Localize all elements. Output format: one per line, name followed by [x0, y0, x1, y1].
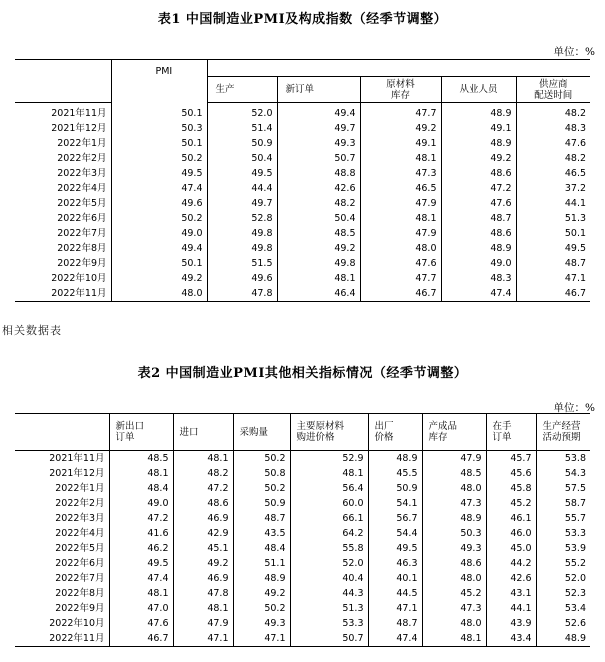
table2-header: 主要原材料 购进价格	[290, 414, 368, 451]
cell-value: 48.1	[360, 211, 441, 226]
cell-value: 49.8	[277, 256, 360, 271]
cell-value: 52.0	[290, 556, 368, 571]
table1-row	[15, 256, 590, 271]
row-month: 2022年7月	[57, 228, 107, 239]
cell-value: 49.3	[422, 541, 486, 556]
header-employment: 从业人员	[441, 77, 516, 103]
table2-header: 采购量	[233, 414, 290, 451]
stub-header	[15, 414, 109, 451]
cell-value: 50.9	[368, 481, 422, 496]
cell-value: 51.1	[233, 556, 290, 571]
cell-value: 60.0	[290, 496, 368, 511]
row-month: 2022年2月	[57, 153, 107, 164]
row-month: 2021年12月	[49, 468, 105, 479]
cell-value: 49.4	[111, 241, 207, 256]
cell-value: 51.5	[207, 256, 277, 271]
row-month: 2021年11月	[49, 453, 105, 464]
cell-value: 45.2	[422, 586, 486, 601]
row-month: 2022年11月	[49, 633, 105, 644]
table2-row	[15, 481, 590, 496]
row-month: 2022年10月	[49, 618, 105, 629]
cell-value: 49.8	[207, 226, 277, 241]
cell-value: 49.4	[277, 103, 360, 122]
cell-value: 47.6	[516, 136, 590, 151]
cell-value: 55.8	[290, 541, 368, 556]
cell-value: 49.7	[277, 121, 360, 136]
cell-value: 46.7	[516, 286, 590, 302]
cell-value: 48.1	[109, 586, 173, 601]
table2-row	[15, 541, 590, 556]
cell-value: 47.3	[422, 496, 486, 511]
cell-value: 49.2	[360, 121, 441, 136]
cell-value: 46.1	[486, 511, 536, 526]
header-pmi: PMI	[111, 60, 207, 103]
cell-value: 49.0	[111, 226, 207, 241]
table2-row	[15, 556, 590, 571]
cell-value: 48.6	[422, 556, 486, 571]
cell-value: 45.7	[486, 451, 536, 467]
cell-value: 50.3	[422, 526, 486, 541]
table2-row	[15, 466, 590, 481]
cell-value: 45.0	[486, 541, 536, 556]
cell-value: 49.0	[441, 256, 516, 271]
table1-row	[15, 121, 590, 136]
row-month: 2022年10月	[51, 273, 107, 284]
table2-header: 出厂 价格	[368, 414, 422, 451]
cell-value: 46.0	[486, 526, 536, 541]
cell-value: 47.9	[422, 451, 486, 467]
cell-value: 48.9	[422, 511, 486, 526]
cell-value: 49.5	[516, 241, 590, 256]
row-month: 2022年11月	[51, 288, 107, 299]
row-month: 2022年9月	[57, 258, 107, 269]
cell-value: 48.9	[441, 136, 516, 151]
table1-row	[15, 286, 590, 302]
cell-value: 40.4	[290, 571, 368, 586]
cell-value: 48.5	[277, 226, 360, 241]
table2-row	[15, 601, 590, 616]
table1-row	[15, 211, 590, 226]
cell-value: 48.1	[422, 631, 486, 647]
cell-value: 49.5	[207, 166, 277, 181]
cell-value: 47.8	[207, 286, 277, 302]
row-month: 2022年7月	[55, 573, 105, 584]
cell-value: 42.9	[173, 526, 233, 541]
cell-value: 45.5	[368, 466, 422, 481]
cell-value: 46.7	[360, 286, 441, 302]
cell-value: 49.0	[109, 496, 173, 511]
cell-value: 47.4	[441, 286, 516, 302]
cell-value: 48.2	[173, 466, 233, 481]
cell-value: 46.9	[173, 511, 233, 526]
cell-value: 53.3	[536, 526, 590, 541]
row-month: 2022年4月	[57, 183, 107, 194]
cell-value: 48.0	[111, 286, 207, 302]
cell-value: 47.2	[441, 181, 516, 196]
row-month: 2022年1月	[55, 483, 105, 494]
cell-value: 42.6	[486, 571, 536, 586]
row-month: 2022年3月	[55, 513, 105, 524]
cell-value: 43.9	[486, 616, 536, 631]
cell-value: 48.0	[422, 481, 486, 496]
cell-value: 55.7	[536, 511, 590, 526]
cell-value: 46.9	[173, 571, 233, 586]
header-production: 生产	[207, 77, 277, 103]
cell-value: 46.4	[277, 286, 360, 302]
table2-row	[15, 511, 590, 526]
row-month: 2022年5月	[57, 198, 107, 209]
cell-value: 47.3	[422, 601, 486, 616]
cell-value: 46.2	[109, 541, 173, 556]
cell-value: 50.7	[277, 151, 360, 166]
cell-value: 52.3	[536, 586, 590, 601]
cell-value: 48.1	[290, 466, 368, 481]
cell-value: 47.9	[360, 196, 441, 211]
cell-value: 54.4	[368, 526, 422, 541]
table1-row	[15, 241, 590, 256]
cell-value: 49.6	[111, 196, 207, 211]
cell-value: 48.6	[173, 496, 233, 511]
cell-value: 48.0	[360, 241, 441, 256]
table2-row	[15, 571, 590, 586]
cell-value: 54.1	[368, 496, 422, 511]
table2-row	[15, 631, 590, 647]
cell-value: 48.9	[536, 631, 590, 647]
row-month: 2022年6月	[57, 213, 107, 224]
cell-value: 53.8	[536, 451, 590, 467]
table2-header: 生产经营 活动预期	[536, 414, 590, 451]
cell-value: 58.7	[536, 496, 590, 511]
cell-value: 48.9	[441, 241, 516, 256]
cell-value: 43.4	[486, 631, 536, 647]
cell-value: 48.4	[109, 481, 173, 496]
cell-value: 44.2	[486, 556, 536, 571]
table2-header: 新出口 订单	[109, 414, 173, 451]
cell-value: 46.3	[368, 556, 422, 571]
cell-value: 47.7	[360, 271, 441, 286]
cell-value: 49.5	[368, 541, 422, 556]
cell-value: 45.1	[173, 541, 233, 556]
cell-value: 51.4	[207, 121, 277, 136]
cell-value: 50.4	[207, 151, 277, 166]
row-month: 2022年8月	[57, 243, 107, 254]
table1-row	[15, 226, 590, 241]
cell-value: 56.7	[368, 511, 422, 526]
cell-value: 41.6	[109, 526, 173, 541]
cell-value: 47.0	[109, 601, 173, 616]
cell-value: 47.7	[360, 103, 441, 122]
cell-value: 48.1	[173, 601, 233, 616]
cell-value: 64.2	[290, 526, 368, 541]
cell-value: 49.1	[441, 121, 516, 136]
cell-value: 51.3	[290, 601, 368, 616]
cell-value: 48.0	[422, 571, 486, 586]
cell-value: 47.1	[233, 631, 290, 647]
table1-row	[15, 103, 590, 122]
table2	[15, 413, 590, 647]
cell-value: 47.2	[173, 481, 233, 496]
cell-value: 48.7	[516, 256, 590, 271]
related-data-caption: 相关数据表	[2, 324, 62, 337]
cell-value: 48.8	[277, 166, 360, 181]
cell-value: 40.1	[368, 571, 422, 586]
table1-row	[15, 271, 590, 286]
row-month: 2022年2月	[55, 498, 105, 509]
cell-value: 48.0	[422, 616, 486, 631]
cell-value: 49.5	[111, 166, 207, 181]
table1-row	[15, 196, 590, 211]
row-month: 2022年5月	[55, 543, 105, 554]
cell-value: 48.5	[109, 451, 173, 467]
cell-value: 50.3	[111, 121, 207, 136]
cell-value: 47.1	[173, 631, 233, 647]
cell-value: 49.2	[441, 151, 516, 166]
cell-value: 44.4	[207, 181, 277, 196]
cell-value: 46.5	[516, 166, 590, 181]
cell-value: 49.3	[233, 616, 290, 631]
cell-value: 52.0	[536, 571, 590, 586]
cell-value: 45.2	[486, 496, 536, 511]
table2-header: 在手 订单	[486, 414, 536, 451]
cell-value: 48.9	[441, 103, 516, 122]
cell-value: 50.7	[290, 631, 368, 647]
row-month: 2021年11月	[51, 108, 107, 119]
cell-value: 42.6	[277, 181, 360, 196]
table2-row	[15, 451, 590, 467]
cell-value: 50.1	[111, 136, 207, 151]
table1-title: 表1 中国制造业PMI及构成指数（经季节调整）	[157, 12, 448, 27]
table2-row	[15, 526, 590, 541]
row-month: 2022年3月	[57, 168, 107, 179]
cell-value: 48.3	[441, 271, 516, 286]
cell-value: 50.9	[233, 496, 290, 511]
cell-value: 48.9	[368, 451, 422, 467]
cell-value: 48.1	[277, 271, 360, 286]
table1-row	[15, 151, 590, 166]
cell-value: 48.7	[368, 616, 422, 631]
cell-value: 48.1	[109, 466, 173, 481]
cell-value: 49.6	[207, 271, 277, 286]
cell-value: 45.8	[486, 481, 536, 496]
cell-value: 53.3	[290, 616, 368, 631]
cell-value: 48.6	[441, 226, 516, 241]
table2-header: 进口	[173, 414, 233, 451]
cell-value: 46.5	[360, 181, 441, 196]
cell-value: 49.1	[360, 136, 441, 151]
header-raw-inventory: 原材料 库存	[360, 77, 441, 103]
cell-value: 48.4	[233, 541, 290, 556]
header-new-orders: 新订单	[277, 77, 360, 103]
cell-value: 47.8	[173, 586, 233, 601]
cell-value: 48.5	[422, 466, 486, 481]
row-month: 2021年12月	[51, 123, 107, 134]
cell-value: 49.5	[109, 556, 173, 571]
cell-value: 48.1	[360, 151, 441, 166]
cell-value: 48.2	[516, 103, 590, 122]
table2-unit: 单位：%	[553, 402, 595, 414]
cell-value: 44.5	[368, 586, 422, 601]
table2-row	[15, 496, 590, 511]
row-month: 2022年8月	[55, 588, 105, 599]
cell-value: 50.1	[111, 256, 207, 271]
row-month: 2022年9月	[55, 603, 105, 614]
cell-value: 49.2	[111, 271, 207, 286]
cell-value: 55.2	[536, 556, 590, 571]
cell-value: 50.2	[111, 211, 207, 226]
cell-value: 48.7	[441, 211, 516, 226]
cell-value: 66.1	[290, 511, 368, 526]
header-group	[207, 60, 590, 77]
cell-value: 49.8	[207, 241, 277, 256]
cell-value: 47.9	[173, 616, 233, 631]
cell-value: 54.3	[536, 466, 590, 481]
cell-value: 43.5	[233, 526, 290, 541]
cell-value: 44.3	[290, 586, 368, 601]
cell-value: 47.6	[441, 196, 516, 211]
cell-value: 44.1	[516, 196, 590, 211]
cell-value: 50.2	[111, 151, 207, 166]
cell-value: 50.2	[233, 601, 290, 616]
cell-value: 45.6	[486, 466, 536, 481]
cell-value: 47.4	[111, 181, 207, 196]
cell-value: 47.1	[368, 601, 422, 616]
cell-value: 48.9	[233, 571, 290, 586]
cell-value: 47.3	[360, 166, 441, 181]
cell-value: 50.2	[233, 481, 290, 496]
cell-value: 49.3	[277, 136, 360, 151]
cell-value: 50.1	[516, 226, 590, 241]
cell-value: 48.3	[516, 121, 590, 136]
row-month: 2022年1月	[57, 138, 107, 149]
cell-value: 50.9	[207, 136, 277, 151]
header-delivery: 供应商 配送时间	[516, 77, 590, 103]
cell-value: 47.4	[109, 571, 173, 586]
cell-value: 47.6	[109, 616, 173, 631]
row-month: 2022年6月	[55, 558, 105, 569]
cell-value: 53.9	[536, 541, 590, 556]
cell-value: 47.4	[368, 631, 422, 647]
cell-value: 52.6	[536, 616, 590, 631]
table1-row	[15, 166, 590, 181]
cell-value: 52.8	[207, 211, 277, 226]
row-month: 2022年4月	[55, 528, 105, 539]
cell-value: 50.8	[233, 466, 290, 481]
cell-value: 52.0	[207, 103, 277, 122]
table2-title: 表2 中国制造业PMI其他相关指标情况（经季节调整）	[137, 366, 468, 381]
cell-value: 44.1	[486, 601, 536, 616]
table2-row	[15, 586, 590, 601]
cell-value: 37.2	[516, 181, 590, 196]
cell-value: 49.2	[173, 556, 233, 571]
cell-value: 49.7	[207, 196, 277, 211]
table1	[15, 59, 590, 302]
cell-value: 47.1	[516, 271, 590, 286]
cell-value: 46.7	[109, 631, 173, 647]
table2-row	[15, 616, 590, 631]
cell-value: 50.4	[277, 211, 360, 226]
cell-value: 50.1	[111, 103, 207, 122]
cell-value: 47.2	[109, 511, 173, 526]
cell-value: 50.2	[233, 451, 290, 467]
cell-value: 48.7	[233, 511, 290, 526]
cell-value: 47.6	[360, 256, 441, 271]
cell-value: 49.2	[233, 586, 290, 601]
cell-value: 48.2	[516, 151, 590, 166]
cell-value: 48.6	[441, 166, 516, 181]
cell-value: 56.4	[290, 481, 368, 496]
table1-row	[15, 136, 590, 151]
stub-header	[15, 60, 111, 103]
cell-value: 43.1	[486, 586, 536, 601]
cell-value: 49.2	[277, 241, 360, 256]
table1-unit: 单位：%	[553, 46, 595, 58]
cell-value: 52.9	[290, 451, 368, 467]
cell-value: 53.4	[536, 601, 590, 616]
cell-value: 51.3	[516, 211, 590, 226]
cell-value: 48.2	[277, 196, 360, 211]
cell-value: 48.1	[173, 451, 233, 467]
cell-value: 57.5	[536, 481, 590, 496]
table1-row	[15, 181, 590, 196]
table2-header: 产成品 库存	[422, 414, 486, 451]
cell-value: 47.9	[360, 226, 441, 241]
